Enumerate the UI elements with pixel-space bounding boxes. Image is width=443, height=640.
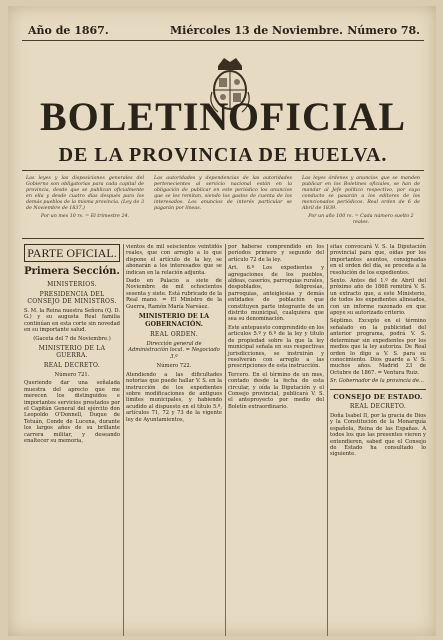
- primera-seccion-heading: Primera Sección.: [24, 266, 120, 277]
- info-left: [26, 176, 144, 220]
- real-orden-heading: REAL ORDEN.: [150, 331, 198, 339]
- column-divider-2: [225, 244, 226, 636]
- ministerio-guerra-heading: MINISTERIO DE LA GUERRA.: [38, 345, 106, 360]
- masthead-title-right: OFICIAL: [227, 94, 406, 139]
- info-left-text: Las leyes y las disposiciones generales del Gobierno son obligatorias para cada capital de provincia, desde que se publican oficialmente en ella y desde cuatro días después para los demás pueblos de la misma provincia. (Ley de 3 de Noviembre de 1837.): [26, 176, 144, 211]
- col2-paragraph-2: Dado en Palacio a siete de Noviembre de mil ochocientos sesenta y siete. Está rubricado de la Real mano. = El Ministro de la Guerra, Ramón María Narváez.: [126, 278, 222, 310]
- article-columns: [22, 244, 424, 636]
- col2-paragraph-1: vientos de mil seiscientos veintidós reales, que con arreglo a lo que dispone el artículo de la ley, se abonarán a los interesados que se indican en la relación adjunta.: [126, 244, 222, 276]
- col4-paragraph-2: Sexto. Antes del 1.º de Abril del próximo año de 1868 remitirá V. S. un extracto que, a este Ministerio, de todos los expedientes alineados, con un informe razonado en que apoye su autorizado criterio.: [330, 278, 426, 317]
- direccion-heading: Dirección general de Administración local. = Negociado 3.º: [128, 341, 220, 360]
- real-decreto-heading-2: REAL DECRETO.: [349, 402, 407, 410]
- info-rule: [22, 238, 424, 239]
- column-1: [24, 244, 120, 445]
- info-right: [302, 176, 420, 226]
- col3-paragraph-3: Este antepuesto comprendido en los artículos 5.º y 6.º de la ley y título de propiedad sobre la que la ley municipal señala en sus respectivas jurisdicciones, se instruirán y resolverán con arreglo a las prescripciones de esta instrucción.: [228, 324, 324, 370]
- gaceta-note: (Gaceta del 7 de Noviembre.): [33, 335, 111, 342]
- publication-info: [26, 176, 420, 225]
- col3-paragraph-1: por haberse comprendido en los períodos primero y segundo del artículo 72 de la ley.: [228, 244, 324, 263]
- numero-721: Número 721.: [54, 372, 90, 379]
- column-divider-1: [123, 244, 124, 636]
- info-right-text: Las leyes órdenes y anuncios que se manden publicar en los Boletines oficiales, se han de mandar al Jefe político respectivo, por cuyo conducto se pasarán a los editores de los mencionados periódicos. Real orden de 6 de Abril de 1839.: [302, 176, 420, 211]
- parte-oficial-heading: PARTE OFICIAL.: [24, 244, 120, 262]
- col1-paragraph-1: S. M. la Reina nuestra Señora (Q. D. G.) y su augusta Real familia continúan en esta corte sin novedad en su importante salud.: [24, 308, 120, 334]
- masthead-title-left: BOLETIN: [40, 94, 230, 139]
- col4-paragraph-1: sitas convocará V. S. la Diputación provincial para que, oídas por los importantes asuntos, consignadas en el orden del día, se proceda a la resolución de los expedientes.: [330, 244, 426, 276]
- col4-addressee: Sr. Gobernador de la provincia de...: [330, 378, 424, 385]
- newspaper-page: [8, 6, 436, 636]
- info-right-price: Por un año 100 rs. = Cada número suelto 2 reales.: [308, 214, 414, 225]
- numero-722: Número 722.: [156, 363, 192, 370]
- col1-paragraph-2: Queriendo dar una señalada muestra del aprecio que me merecen los distinguidos e importantes servicios prestados por el Capitán General del ejército don Leopoldo O'Donnell, Duque de Tetuán, Conde de Lucena, durante los largos años de su brillante carrera militar, y deseando enaltecer su memoria,: [24, 380, 120, 445]
- col4-paragraph-3: Séptimo. Excepto en el término señalado en la publicidad del anterior programa, podrá V. S. determinar sin expedientes por los medios que la ley autoriza. De Real orden lo digo a V. S. para su conocimiento. Dios guarde a V. S. muchos años. Madrid 23 de Octubre de 1867. = Ventura Ruiz.: [330, 318, 426, 376]
- presidencia-heading: PRESIDENCIA DEL CONSEJO DE MINISTROS.: [27, 291, 117, 305]
- section-rule: [330, 389, 426, 390]
- issue-year: Año de 1867.: [28, 24, 109, 37]
- ministerio-gobernacion-heading: MINISTERIO DE LA GOBERNACIÓN.: [138, 313, 210, 328]
- consejo-estado-heading: CONSEJO DE ESTADO.: [333, 392, 423, 401]
- column-3: [228, 244, 324, 410]
- info-left-price: Por un mes 10 rs. = El trimestre 24.: [40, 214, 130, 219]
- masthead-subtitle: DE LA PROVINCIA DE HUELVA.: [58, 144, 388, 166]
- issue-number: Número 78.: [347, 24, 420, 37]
- ministerios-heading: MINISTERIOS.: [47, 281, 97, 288]
- col4-paragraph-4: Doña Isabel II, por la gracia de Dios y la Constitución de la Monarquía española, Reina de las Españas. A todos los que las presentes vieren y entendieren, sabed que el Consejo de Estado ha consultado lo siguiente.: [330, 412, 426, 458]
- column-2: [126, 244, 222, 423]
- info-middle: [154, 176, 292, 212]
- subtitle-rule: [22, 170, 424, 171]
- col2-paragraph-3: Atendiendo a las dificultades notorias que puede hallar V. S. en la instrucción de los expedientes sobre modificaciones de antiguos límites municipales, y habiendo acudido al dispuesto en el título 5.º, artículos 71, 72 y 73 de la vigente ley de Ayuntamientos,: [126, 371, 222, 423]
- masthead: [22, 94, 424, 144]
- header-rule: [22, 40, 424, 41]
- column-divider-3: [327, 244, 328, 636]
- issue-header: [18, 24, 426, 40]
- issue-date: Miércoles 13 de Noviembre.: [170, 24, 343, 37]
- column-4: [330, 244, 426, 458]
- col3-paragraph-4: Tercero. En el término de un mes, contado desde la fecha de esta circular, y oída la Diputación y el Consejo provincial, publicará V. S. el anteproyecto por medio del Boletín extraordinario.: [228, 371, 324, 410]
- info-middle-text: Las autoridades y dependencias de las autoridades pertenecientes al servicio nacional están en la obligación de publicar en este periódico los anuncios que se les remitan, siendo los gastos de cuenta de los interesados. Los anuncios de interés particular se pagarán por líneas.: [154, 176, 292, 211]
- col3-paragraph-2: Art. 6.º Los expedientes y agregaciones de los pueblos, aldeas, caseríos, parroquias rurales, despoblados, feligresías, parroquias, anteiglesias y demás entidades de población que constituyen parte integrante de un distrito municipal, cualquiera que sea su denominación.: [228, 265, 324, 323]
- real-decreto-heading: REAL DECRETO.: [43, 362, 101, 370]
